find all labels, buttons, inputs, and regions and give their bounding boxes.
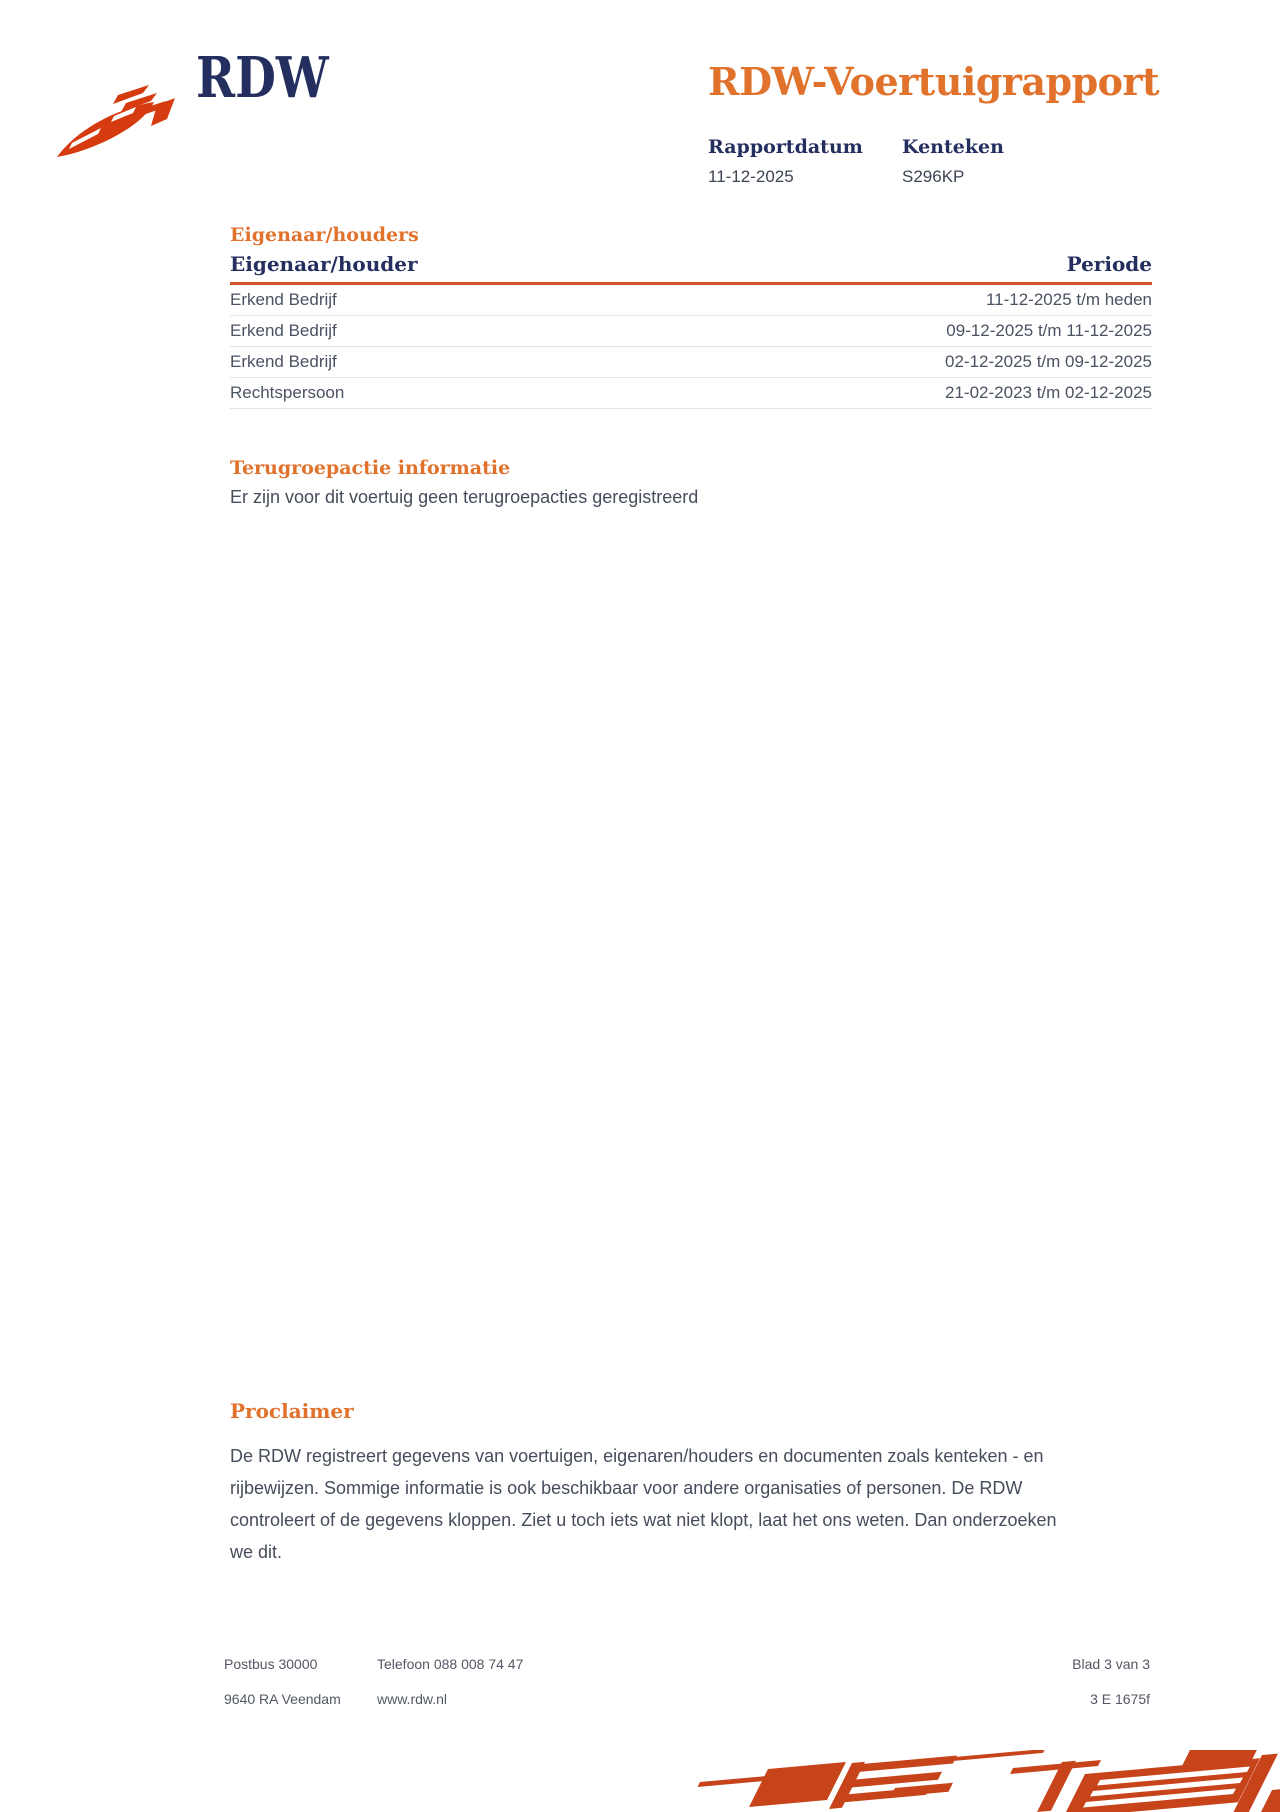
footer-address (224, 1656, 341, 1707)
proclaimer-line: De RDW registreert gegevens van voertuigen, eigenaren/houders en documenten zoals kenteken - en (230, 1446, 1044, 1466)
license-plate-field (902, 136, 1004, 187)
owner-column-header: Eigenaar/houder (230, 252, 418, 276)
owner-cell: Rechtspersoon (230, 383, 345, 402)
period-cell: 02-12-2025 t/m 09-12-2025 (945, 352, 1152, 371)
owner-cell: Erkend Bedrijf (230, 352, 337, 371)
license-plate-label: Kenteken (902, 136, 1004, 158)
footer-city: 9640 RA Veendam (224, 1691, 341, 1707)
form-code: 3 E 1675f (1090, 1691, 1150, 1707)
report-date-field (708, 136, 863, 187)
page-number: Blad 3 van 3 (1072, 1656, 1150, 1672)
report-date-value: 11-12-2025 (708, 167, 794, 186)
period-column-header: Periode (1066, 252, 1152, 276)
owners-section-heading: Eigenaar/houders (230, 224, 419, 246)
table-row (230, 316, 1152, 347)
owners-table (230, 252, 1152, 409)
rdw-feather-logo-icon (56, 81, 180, 159)
page-title: RDW-Voertuigrapport (708, 59, 1160, 104)
recall-status-text: Er zijn voor dit voertuig geen terugroepacties geregistreerd (230, 487, 699, 507)
proclaimer-heading: Proclaimer (230, 1399, 354, 1423)
footer-contact (377, 1656, 523, 1707)
recall-section-heading: Terugroepactie informatie (230, 457, 511, 479)
proclaimer-line: we dit. (230, 1542, 283, 1562)
footer-page-info (1072, 1656, 1150, 1707)
proclaimer-paragraph (230, 1440, 1170, 1568)
table-row (230, 378, 1152, 409)
proclaimer-line: controleert of de gegevens kloppen. Ziet u toch iets wat niet klopt, laat het ons weten. Dan onderzoeken (230, 1510, 1057, 1530)
footer-phone: Telefoon 088 008 74 47 (377, 1656, 524, 1672)
table-row (230, 285, 1152, 316)
owners-table-header (230, 252, 1152, 285)
table-row (230, 347, 1152, 378)
footer-postbus: Postbus 30000 (224, 1656, 318, 1672)
rdw-wing-decoration-icon (688, 1750, 1280, 1812)
owner-cell: Erkend Bedrijf (230, 321, 337, 340)
owner-cell: Erkend Bedrijf (230, 290, 337, 309)
rdw-logo-text: RDW (196, 45, 329, 111)
period-cell: 11-12-2025 t/m heden (985, 290, 1152, 309)
license-plate-value: S296KP (902, 167, 965, 186)
period-cell: 21-02-2023 t/m 02-12-2025 (945, 383, 1152, 402)
period-cell: 09-12-2025 t/m 11-12-2025 (946, 321, 1152, 340)
report-date-label: Rapportdatum (708, 136, 863, 158)
proclaimer-line: rijbewijzen. Sommige informatie is ook beschikbaar voor andere organisaties of personen. De RDW (230, 1478, 1023, 1498)
footer-website: www.rdw.nl (377, 1691, 448, 1707)
